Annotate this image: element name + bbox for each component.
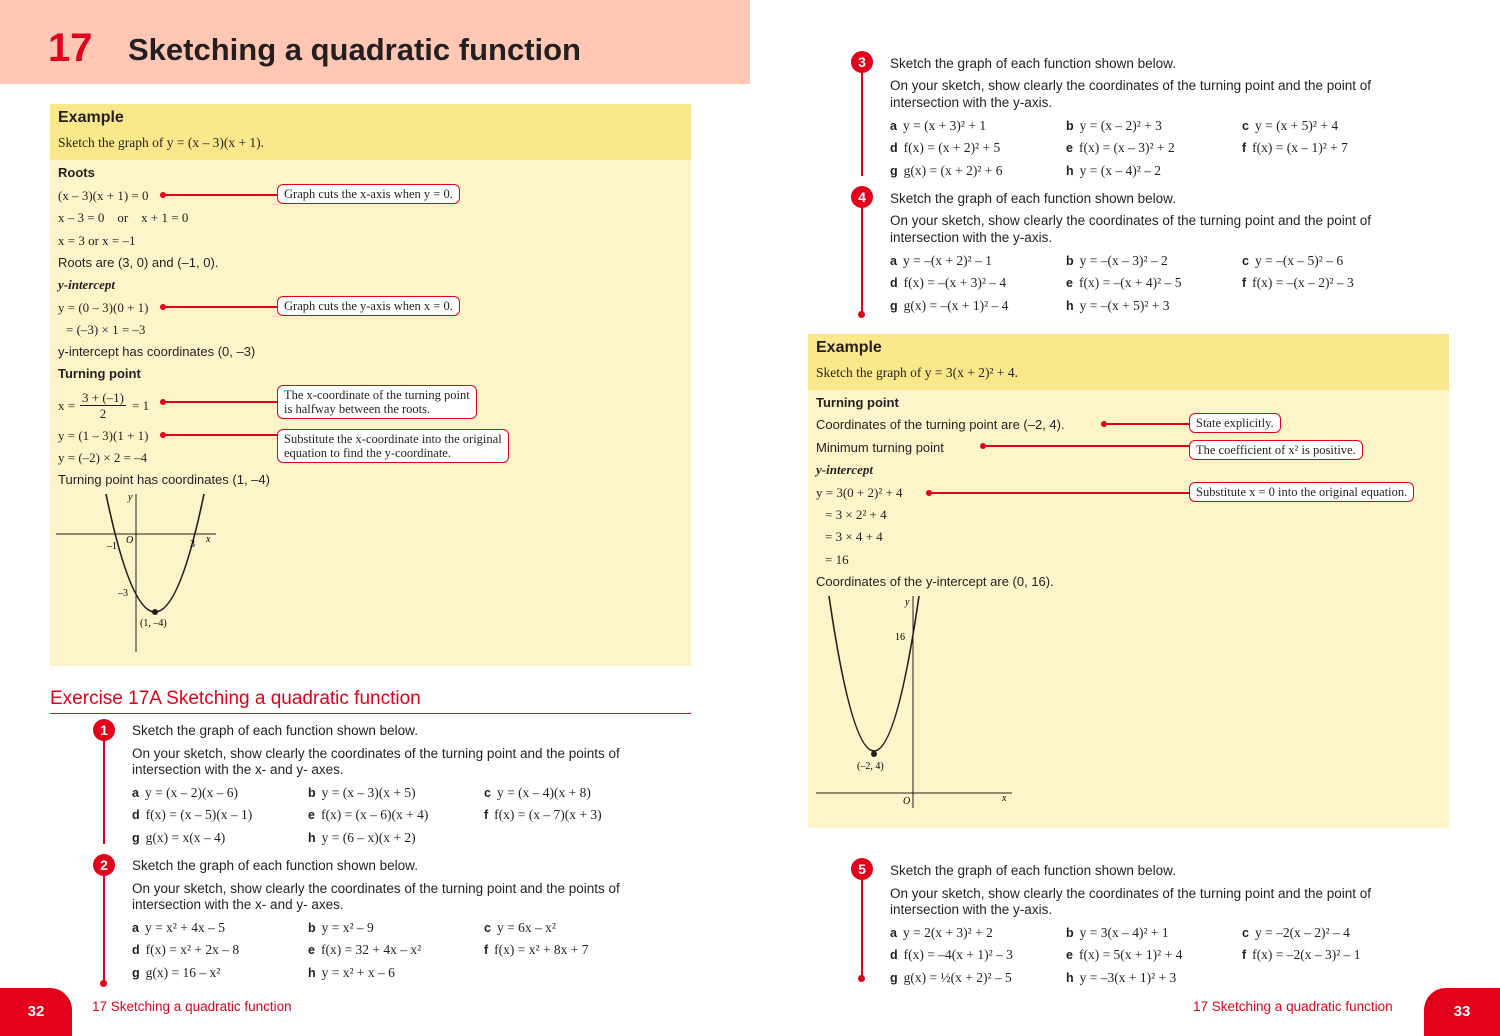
- q1-item-h-letter: h: [308, 831, 316, 845]
- q1-item-d-expr: f(x) = (x – 5)(x – 1): [145, 807, 253, 822]
- q5-item-h: [1066, 971, 1176, 985]
- root-3-label: 3: [190, 539, 195, 550]
- yint-label: –3: [118, 588, 128, 599]
- q4-line2: On your sketch, show clearly the coordinates of the turning point and the point of: [890, 213, 1372, 228]
- page-number-right: 33: [1424, 988, 1500, 1036]
- q2-item-f: [484, 943, 589, 957]
- q1-item-e: [308, 808, 428, 822]
- origin-label: O: [903, 796, 911, 807]
- q1-item-c-expr: y = (x – 4)(x + 8): [496, 785, 591, 800]
- q2-item-g-letter: g: [132, 966, 140, 980]
- q5-item-c-expr: y = –2(x – 2)² – 4: [1254, 925, 1350, 940]
- q4-item-b: [1066, 254, 1168, 268]
- q1-item-a-expr: y = (x – 2)(x – 6): [144, 785, 239, 800]
- q3-item-g-letter: g: [890, 164, 898, 178]
- q2-line3: intersection with the x- and y- axes.: [132, 897, 344, 912]
- q2-item-h-expr: y = x² + x – 6: [321, 965, 395, 980]
- q5-item-e-letter: e: [1066, 948, 1073, 962]
- q5-rail-end: [858, 975, 865, 982]
- q4-item-d-letter: d: [890, 276, 898, 290]
- fraction-numerator: 3 + (–1): [82, 390, 124, 405]
- note-xaxis: Graph cuts the x-axis when y = 0.: [277, 184, 460, 204]
- q3-item-h-letter: h: [1066, 164, 1074, 178]
- q3-item-f-letter: f: [1242, 141, 1247, 155]
- q2-number: 2: [93, 854, 115, 876]
- q5-number: 5: [851, 858, 873, 880]
- x-axis-label: x: [1002, 793, 1007, 804]
- q5-item-e: [1066, 948, 1182, 962]
- q3-item-d: [890, 141, 1000, 155]
- q3-item-c-expr: y = (x + 5)² + 4: [1254, 118, 1339, 133]
- q4-item-g-expr: g(x) = –(x + 1)² – 4: [903, 298, 1009, 313]
- note-coefficient: The coefficient of x² is positive.: [1189, 440, 1363, 460]
- note-substitute-line1: Substitute the x-coordinate into the original: [284, 432, 502, 446]
- exercise-rule: [50, 713, 691, 714]
- q3-rail: [861, 70, 863, 176]
- q1-item-e-letter: e: [308, 808, 315, 822]
- example1-header: [50, 104, 691, 160]
- q4-item-e: [1066, 276, 1181, 290]
- q3-item-h-expr: y = (x – 4)² – 2: [1079, 163, 1162, 178]
- q1-item-e-expr: f(x) = (x – 6)(x + 4): [320, 807, 429, 822]
- q2-item-a-letter: a: [132, 921, 139, 935]
- q5-item-d-letter: d: [890, 948, 898, 962]
- ex2-callout-line-3: [929, 492, 1190, 494]
- q4-rail: [861, 205, 863, 313]
- q4-item-a-expr: y = –(x + 2)² – 1: [902, 253, 992, 268]
- q2-item-d: [132, 943, 239, 957]
- q5-line2: On your sketch, show clearly the coordinates of the turning point and the point of: [890, 886, 1372, 901]
- yint-line-2: = (–3) × 1 = –3: [66, 322, 146, 337]
- page-number-left: 32: [0, 988, 72, 1036]
- example1-label: Example: [58, 109, 124, 126]
- tp-summary: Turning point has coordinates (1, –4): [58, 472, 270, 487]
- fraction-denominator: 2: [99, 406, 107, 421]
- graph-example1: [56, 490, 226, 655]
- q3-item-b: [1066, 119, 1162, 133]
- roots-heading: Roots: [58, 165, 95, 180]
- footer-right-text: 17 Sketching a quadratic function: [1193, 999, 1393, 1014]
- q1-item-c-letter: c: [484, 786, 491, 800]
- q1-item-g-letter: g: [132, 831, 140, 845]
- q1-line3: intersection with the x- and y- axes.: [132, 762, 344, 777]
- q5-item-b: [1066, 926, 1169, 940]
- q4-line1: Sketch the graph of each function shown below.: [890, 191, 1176, 206]
- q2-item-b-expr: y = x² – 9: [321, 920, 374, 935]
- q3-item-c: [1242, 119, 1338, 133]
- graph-example2: [812, 592, 1022, 812]
- example2-header: [808, 334, 1449, 390]
- callout-line-1: [163, 194, 278, 196]
- q4-item-f: [1242, 276, 1354, 290]
- q5-item-a-expr: y = 2(x + 3)² + 2: [902, 925, 993, 940]
- q3-item-g: [890, 164, 1003, 178]
- q5-item-g-expr: g(x) = ½(x + 2)² – 5: [903, 970, 1012, 985]
- note-substitute: [277, 429, 509, 463]
- q2-item-a: [132, 921, 225, 935]
- tp-line-1: y = (1 – 3)(1 + 1): [58, 428, 149, 443]
- q5-item-d-expr: f(x) = –4(x + 1)² – 3: [903, 947, 1013, 962]
- q4-item-a-letter: a: [890, 254, 897, 268]
- turning-point-marker: [871, 751, 877, 757]
- q4-item-c: [1242, 254, 1343, 268]
- roots-line-1: (x – 3)(x + 1) = 0: [58, 188, 149, 203]
- q2-line1: Sketch the graph of each function shown below.: [132, 858, 418, 873]
- q4-item-g-letter: g: [890, 299, 898, 313]
- q1-item-f-letter: f: [484, 808, 489, 822]
- callout-line-4: [163, 434, 278, 436]
- ex2-callout-line-2: [983, 445, 1190, 447]
- example2-label: Example: [816, 339, 882, 356]
- q1-item-h: [308, 831, 416, 845]
- q2-item-f-expr: f(x) = x² + 8x + 7: [494, 942, 589, 957]
- q2-item-e-expr: f(x) = 32 + 4x – x²: [320, 942, 422, 957]
- q5-item-h-expr: y = –3(x + 1)² + 3: [1079, 970, 1177, 985]
- q3-item-a-letter: a: [890, 119, 897, 133]
- q5-rail: [861, 878, 863, 978]
- q5-item-c: [1242, 926, 1350, 940]
- note-yaxis: Graph cuts the y-axis when x = 0.: [277, 296, 460, 316]
- q5-line1: Sketch the graph of each function shown below.: [890, 863, 1176, 878]
- q1-line2: On your sketch, show clearly the coordinates of the turning point and the points of: [132, 746, 620, 761]
- callout-line-2: [163, 306, 278, 308]
- q3-line1: Sketch the graph of each function shown below.: [890, 56, 1176, 71]
- ex2-yint-summary: Coordinates of the y-intercept are (0, 16).: [816, 574, 1054, 589]
- q3-item-a-expr: y = (x + 3)² + 1: [902, 118, 987, 133]
- q4-item-b-expr: y = –(x – 3)² – 2: [1079, 253, 1168, 268]
- q1-line1: Sketch the graph of each function shown below.: [132, 723, 418, 738]
- q5-line3: intersection with the y-axis.: [890, 902, 1053, 917]
- y-axis-label: y: [128, 492, 133, 503]
- q1-item-c: [484, 786, 591, 800]
- q1-item-f-expr: f(x) = (x – 7)(x + 3): [494, 807, 602, 822]
- yint-line-1: y = (0 – 3)(0 + 1): [58, 300, 149, 315]
- q5-item-b-expr: y = 3(x – 4)² + 1: [1079, 925, 1169, 940]
- q5-item-h-letter: h: [1066, 971, 1074, 985]
- q2-item-d-expr: f(x) = x² + 2x – 8: [145, 942, 240, 957]
- y-axis-label: y: [905, 597, 910, 608]
- yint-heading: y-intercept: [58, 277, 116, 292]
- q1-item-b-expr: y = (x – 3)(x + 5): [321, 785, 416, 800]
- note-halfway-line1: The x-coordinate of the turning point: [284, 388, 470, 402]
- q2-line2: On your sketch, show clearly the coordinates of the turning point and the points of: [132, 881, 620, 896]
- q4-rail-end: [858, 311, 865, 318]
- q4-item-c-letter: c: [1242, 254, 1249, 268]
- fraction-lhs: x =: [58, 398, 76, 413]
- q1-item-g: [132, 831, 225, 845]
- q1-item-f: [484, 808, 602, 822]
- q2-item-b: [308, 921, 374, 935]
- x-axis-label: x: [206, 534, 211, 545]
- q4-item-h-letter: h: [1066, 299, 1074, 313]
- fraction-rhs: = 1: [132, 398, 150, 413]
- yint-16-label: 16: [895, 632, 905, 643]
- q2-item-c: [484, 921, 556, 935]
- q3-item-b-letter: b: [1066, 119, 1074, 133]
- q4-item-d: [890, 276, 1006, 290]
- exercise-title: Exercise 17A Sketching a quadratic function: [50, 688, 421, 709]
- q5-item-a-letter: a: [890, 926, 897, 940]
- q3-line2: On your sketch, show clearly the coordinates of the turning point and the point of: [890, 78, 1372, 93]
- q2-item-g-expr: g(x) = 16 – x²: [145, 965, 221, 980]
- q1-item-a: [132, 786, 238, 800]
- turning-point-marker: [152, 609, 158, 615]
- q2-item-d-letter: d: [132, 943, 140, 957]
- q2-item-g: [132, 966, 220, 980]
- q3-line3: intersection with the y-axis.: [890, 95, 1053, 110]
- ex2-yint-heading: y-intercept: [816, 462, 874, 477]
- q5-item-e-expr: f(x) = 5(x + 1)² + 4: [1078, 947, 1183, 962]
- q1-item-b-letter: b: [308, 786, 316, 800]
- tp-label: (–2, 4): [857, 761, 884, 772]
- ex2-callout-line-1: [1104, 423, 1190, 425]
- q5-item-g-letter: g: [890, 971, 898, 985]
- roots-line-2: x – 3 = 0 or x + 1 = 0: [58, 210, 189, 225]
- ex2-yint-line-1: y = 3(0 + 2)² + 4: [816, 485, 903, 500]
- roots-line-3: x = 3 or x = –1: [58, 233, 136, 248]
- q2-item-e: [308, 943, 421, 957]
- q1-number: 1: [93, 719, 115, 741]
- q1-item-a-letter: a: [132, 786, 139, 800]
- ex2-yint-line-2: = 3 × 2² + 4: [825, 507, 887, 522]
- q5-item-c-letter: c: [1242, 926, 1249, 940]
- q1-item-d-letter: d: [132, 808, 140, 822]
- ex2-tp-line: Coordinates of the turning point are (–2, 4).: [816, 417, 1065, 432]
- q3-item-a: [890, 119, 986, 133]
- q2-item-a-expr: y = x² + 4x – 5: [144, 920, 225, 935]
- chapter-number: 17: [48, 26, 93, 70]
- q5-item-d: [890, 948, 1013, 962]
- example1-prompt: Sketch the graph of y = (x – 3)(x + 1).: [58, 135, 265, 150]
- q4-item-g: [890, 299, 1008, 313]
- q2-item-c-expr: y = 6x – x²: [496, 920, 556, 935]
- q4-item-b-letter: b: [1066, 254, 1074, 268]
- origin-label: O: [126, 535, 134, 546]
- q3-number: 3: [851, 51, 873, 73]
- note-substitute-x0: Substitute x = 0 into the original equation.: [1189, 482, 1414, 502]
- footer-left-text: 17 Sketching a quadratic function: [92, 999, 292, 1014]
- tp-heading: Turning point: [58, 366, 141, 381]
- q4-item-f-expr: f(x) = –(x – 2)² – 3: [1252, 275, 1354, 290]
- q3-item-c-letter: c: [1242, 119, 1249, 133]
- note-halfway-line2: is halfway between the roots.: [284, 402, 431, 416]
- tp-line-2: y = (–2) × 2 = –4: [58, 450, 148, 465]
- q2-item-b-letter: b: [308, 921, 316, 935]
- root-neg1-label: –1: [107, 541, 117, 552]
- q3-item-f-expr: f(x) = (x – 1)² + 7: [1252, 140, 1348, 155]
- callout-line-3: [163, 401, 278, 403]
- q3-item-b-expr: y = (x – 2)² + 3: [1079, 118, 1162, 133]
- q1-item-d: [132, 808, 252, 822]
- note-substitute-line2: equation to find the y-coordinate.: [284, 446, 451, 460]
- q3-item-h: [1066, 164, 1161, 178]
- q4-item-d-expr: f(x) = –(x + 3)² – 4: [903, 275, 1007, 290]
- q3-item-g-expr: g(x) = (x + 2)² + 6: [903, 163, 1003, 178]
- q5-item-g: [890, 971, 1012, 985]
- note-halfway: [277, 385, 477, 419]
- q2-item-e-letter: e: [308, 943, 315, 957]
- q2-rail: [103, 872, 105, 982]
- note-state-explicitly: State explicitly.: [1189, 413, 1281, 433]
- q2-item-h-letter: h: [308, 966, 316, 980]
- q4-number: 4: [851, 186, 873, 208]
- roots-summary: Roots are (3, 0) and (–1, 0).: [58, 255, 219, 270]
- ex2-yint-line-4: = 16: [825, 552, 849, 567]
- yint-summary: y-intercept has coordinates (0, –3): [58, 344, 256, 359]
- q3-item-e: [1066, 141, 1175, 155]
- q1-rail: [103, 738, 105, 844]
- q5-item-f-letter: f: [1242, 948, 1247, 962]
- q3-item-e-expr: f(x) = (x – 3)² + 2: [1078, 140, 1175, 155]
- q3-item-d-letter: d: [890, 141, 898, 155]
- ex2-min-line: Minimum turning point: [816, 440, 944, 455]
- q1-item-g-expr: g(x) = x(x – 4): [145, 830, 226, 845]
- q4-item-a: [890, 254, 992, 268]
- tp-label: (1, –4): [140, 618, 167, 629]
- q3-item-d-expr: f(x) = (x + 2)² + 5: [903, 140, 1001, 155]
- q4-line3: intersection with the y-axis.: [890, 230, 1053, 245]
- parabola-curve: [829, 596, 919, 751]
- q2-item-h: [308, 966, 395, 980]
- q5-item-f-expr: f(x) = –2(x – 3)² – 1: [1252, 947, 1361, 962]
- q3-item-f: [1242, 141, 1348, 155]
- example2-prompt: Sketch the graph of y = 3(x + 2)² + 4.: [816, 365, 1018, 380]
- q2-item-c-letter: c: [484, 921, 491, 935]
- ex2-tp-heading: Turning point: [816, 395, 899, 410]
- chapter-title: Sketching a quadratic function: [128, 32, 581, 67]
- q3-item-e-letter: e: [1066, 141, 1073, 155]
- q1-item-b: [308, 786, 416, 800]
- q2-item-f-letter: f: [484, 943, 489, 957]
- q4-item-c-expr: y = –(x – 5)² – 6: [1254, 253, 1344, 268]
- q2-rail-end: [100, 980, 107, 987]
- q4-item-e-letter: e: [1066, 276, 1073, 290]
- q5-item-b-letter: b: [1066, 926, 1074, 940]
- q5-item-a: [890, 926, 993, 940]
- q5-item-f: [1242, 948, 1361, 962]
- ex2-yint-line-3: = 3 × 4 + 4: [825, 529, 883, 544]
- q4-item-h-expr: y = –(x + 5)² + 3: [1079, 298, 1170, 313]
- q4-item-e-expr: f(x) = –(x + 4)² – 5: [1078, 275, 1182, 290]
- q1-item-h-expr: y = (6 – x)(x + 2): [321, 830, 416, 845]
- q4-item-f-letter: f: [1242, 276, 1247, 290]
- q4-item-h: [1066, 299, 1170, 313]
